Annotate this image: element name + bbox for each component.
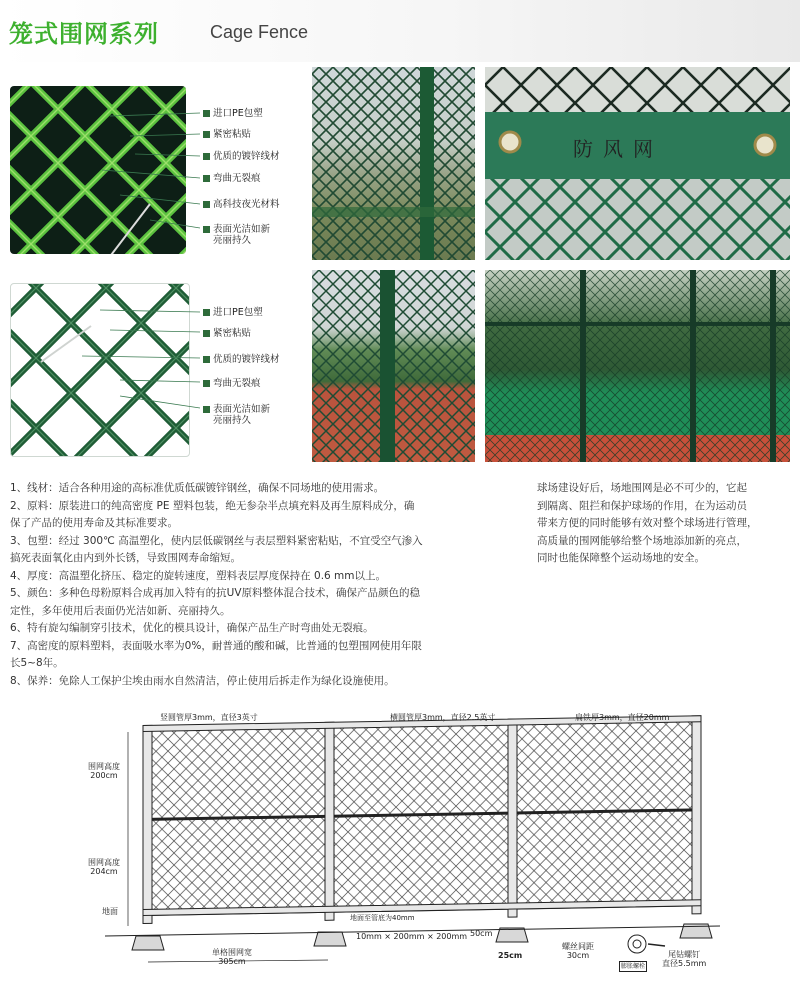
photo-windbreak-net: [485, 67, 790, 260]
spec-line: 7、高密度的原料塑料，表面吸水率为0%，耐普通的酸和碱，比普通的包塑围网使用年限: [10, 639, 422, 652]
photo-windbreak-net-graphic: [485, 67, 790, 260]
spec-list: [10, 480, 530, 690]
spec-line: 长5~8年。: [10, 657, 64, 669]
spec-line: 2、原料：原装进口的纯高密度 PE 塑料包装，绝无参杂半点填充料及再生原料成分，确: [10, 499, 415, 512]
spec-line: 5、颜色：多种色母粉原料合成再加入特有的抗UV原料整体混合技术，确保产品颜色的稳: [10, 587, 421, 599]
diagram2-label-wire: 优质的镀锌线材: [203, 354, 280, 365]
photo-court-fence: [312, 270, 475, 462]
photo-stadium-fence: [485, 270, 790, 462]
diagram1-label-wire: 优质的镀锌线材: [203, 151, 280, 162]
label-height-lower: 围网高度 204cm: [88, 858, 120, 876]
label-screw: 尾钻螺钉 直径5.5mm: [662, 950, 707, 968]
spec-line: 1、线材：适合各种用途的高标准优质低碳镀锌钢丝，确保不同场地的使用需求。: [10, 482, 385, 494]
diagram2-label-pe: 进口PE包塑: [203, 307, 263, 318]
label-mesh-size: 10mm × 200mm × 200mm: [356, 932, 468, 941]
fence-frame: [143, 716, 701, 924]
diagram2-label-surface: 表面光洁如新 亮丽持久: [203, 404, 270, 426]
callout-lines-2: [80, 300, 205, 420]
spec-line: 3、包塑：经过 300℃ 高温塑化，使内层低碳钢丝与表层塑料紧密粘贴，不宜受空气渗入: [10, 534, 423, 547]
spec-line: 搞死表面氧化由内到外长锈，导致围网寿命缩短。: [10, 552, 241, 564]
diagram1-label-pe: 进口PE包塑: [203, 108, 263, 119]
diagram1-label-surface: 表面光洁如新 亮丽持久: [203, 224, 270, 246]
intro-line: 球场建设好后，场地围网是必不可少的，它起: [537, 482, 747, 494]
photo-stadium-fence-graphic: [485, 270, 790, 462]
windbreak-sign-text: 防风网: [573, 137, 663, 161]
label-panel-width: 单格围网宽 305cm: [212, 948, 252, 966]
diagram1-label-bend: 弯曲无裂痕: [203, 173, 261, 184]
label-horizontal-post: 横圆管厚3mm，直径2.5英寸: [390, 713, 496, 722]
spec-line: 保了产品的使用寿命及其标准要求。: [10, 517, 178, 529]
spec-line: 定性，多年使用后表面仍光洁如新、亮丽持久。: [10, 604, 231, 617]
spec-line: 8、保养：免除人工保护尘埃由雨水自然清洁，停止使用后拆走作为绿化设施使用。: [10, 674, 395, 687]
page-subtitle: Cage Fence: [210, 22, 309, 42]
label-vertical-post: 竖圆管厚3mm，直径3英寸: [160, 713, 258, 722]
spec-line: 6、特有旋勾编制穿引技术，优化的模具设计，确保产品生产时弯曲处无裂痕。: [10, 622, 374, 634]
intro-line: 到隔离、阻拦和保护球场的作用，在为运动员: [537, 499, 747, 512]
intro-paragraph: [537, 480, 797, 568]
label-25cm: 25cm: [498, 951, 523, 960]
screw-icon: [628, 935, 665, 953]
label-screw-tag: 膨胀螺栓: [621, 963, 646, 970]
intro-line: 同时也能保障整个运动场地的安全。: [537, 552, 705, 564]
label-base-gap: 地面至管底为40mm: [350, 914, 415, 922]
page-title: 笼式围网系列: [9, 20, 159, 48]
label-50cm: 50cm: [470, 929, 493, 938]
photo-fence-waterfront: [312, 67, 475, 260]
diagram2-label-bond: 紧密粘贴: [203, 328, 251, 339]
label-height-upper: 围网高度 200cm: [88, 762, 120, 780]
intro-line: 高质量的围网能够给整个场地添加新的亮点，: [537, 534, 747, 547]
intro-line: 带来方便的同时能够有效对整个球场进行管理，: [537, 517, 758, 529]
diagram2-label-bend: 弯曲无裂痕: [203, 378, 261, 389]
photo-court-fence-graphic: [312, 270, 475, 462]
callout-lines-1: [100, 100, 205, 240]
label-bolt-spacing: 螺丝间距 30cm: [562, 942, 594, 960]
label-ground: 地面: [102, 907, 118, 916]
photo-fence-waterfront-graphic: [312, 67, 475, 260]
spec-line: 4、厚度：高温塑化挤压、稳定的旋转速度，塑料表层厚度保持在 0.6 mm以上。: [10, 569, 387, 582]
diagram1-label-bond: 紧密粘贴: [203, 129, 251, 140]
diagram1-label-luminous: 高科技夜光材料: [203, 199, 280, 210]
label-flat-iron: 扁铁厚3mm，直径20mm: [575, 713, 670, 722]
